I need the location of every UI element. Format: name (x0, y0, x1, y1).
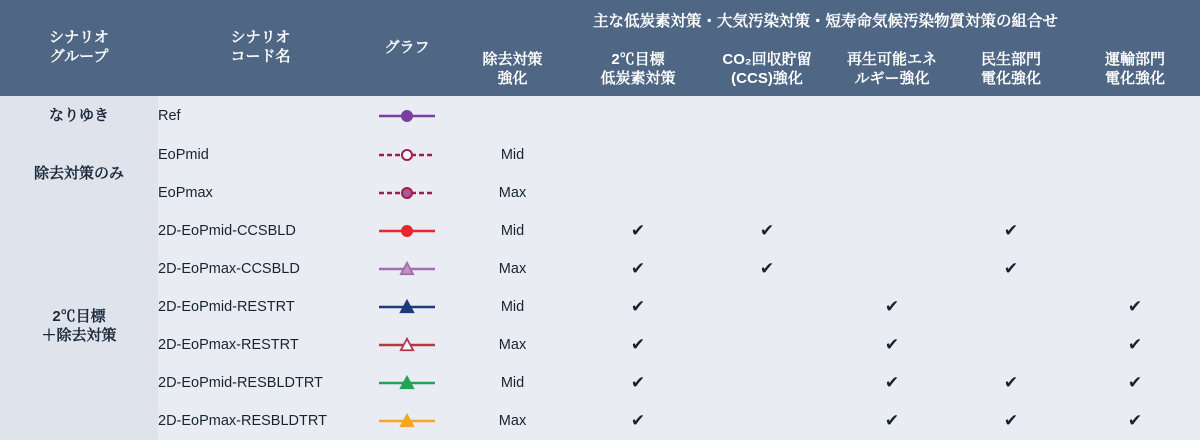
series-marker-icon (375, 297, 439, 317)
series-marker-icon (375, 183, 439, 203)
measure-check-cell (952, 174, 1070, 212)
measure-check-cell (952, 402, 1070, 440)
graph-legend-cell (363, 288, 451, 326)
table-row (0, 212, 1200, 250)
measure-check-cell (1070, 402, 1200, 440)
header-measure-renewable-line2: ルギー強化 (854, 70, 930, 87)
header-measure-lowcarbon (574, 44, 702, 96)
scenario-group-label-line: 2℃目標 (52, 307, 106, 325)
header-measure-renewable (832, 44, 952, 96)
header-measure-building-line2: 電化強化 (980, 70, 1041, 87)
scenario-group-label: 除去対策のみ (33, 165, 124, 183)
header-measure-ccs-line2: (CCS)強化 (731, 70, 803, 87)
removal-strength-label: Max (498, 337, 527, 353)
scenario-code-cell (158, 288, 363, 326)
measure-check-cell (832, 326, 952, 364)
header-measure-transport (1070, 44, 1200, 96)
measure-check-cell (1070, 174, 1200, 212)
measure-check-cell (832, 364, 952, 402)
graph-legend-cell (363, 326, 451, 364)
scenario-code-cell (158, 136, 363, 174)
measure-check-cell (574, 212, 702, 250)
header-measure-removal (451, 44, 574, 96)
graph-legend-cell (363, 136, 451, 174)
scenario-code-cell (158, 212, 363, 250)
header-measures-span: 主な低炭素対策・大気汚染対策・短寿命気候汚染物質対策の組合せ (451, 0, 1200, 44)
removal-strength-cell (451, 288, 574, 326)
header-scenario-group (0, 0, 158, 96)
measure-check-cell (1070, 326, 1200, 364)
measure-check-cell (1070, 250, 1200, 288)
scenario-group-cell (0, 96, 158, 136)
header-measure-removal-line1: 除去対策 (482, 51, 543, 69)
scenario-code-label: 2D-EoPmax-CCSBLD (158, 261, 300, 277)
scenario-group-label-line: ＋除去対策 (41, 327, 117, 344)
measure-check-cell (702, 96, 832, 136)
removal-strength-cell (451, 212, 574, 250)
header-row-top (0, 0, 1200, 44)
measure-check-cell (952, 364, 1070, 402)
graph-legend-cell (363, 402, 451, 440)
table-row (0, 402, 1200, 440)
measure-check-cell (702, 288, 832, 326)
measure-check-cell (574, 250, 702, 288)
check-icon: ✔ (1127, 334, 1143, 355)
removal-strength-label: Max (498, 413, 527, 429)
series-marker-icon (375, 221, 439, 241)
removal-strength-label: Max (498, 185, 527, 201)
header-measure-transport-line1: 運輸部門 (1105, 51, 1166, 69)
check-icon: ✔ (759, 220, 775, 241)
measure-check-cell (574, 96, 702, 136)
graph-legend-cell (363, 96, 451, 136)
check-icon: ✔ (1127, 296, 1143, 317)
measure-check-cell (574, 364, 702, 402)
header-graph: グラフ (363, 0, 451, 96)
scenario-group-label: なりゆき (48, 107, 109, 125)
check-icon: ✔ (1003, 258, 1019, 279)
header-measure-building (952, 44, 1070, 96)
removal-strength-cell (451, 364, 574, 402)
removal-strength-label: Mid (500, 147, 525, 163)
removal-strength-label: Mid (500, 375, 525, 391)
header-scenario-group-line1: シナリオ (49, 29, 109, 47)
measure-check-cell (702, 402, 832, 440)
measure-check-cell (1070, 288, 1200, 326)
measure-check-cell (952, 136, 1070, 174)
scenario-code-label: 2D-EoPmid-RESBLDTRT (158, 375, 323, 391)
check-icon: ✔ (630, 258, 646, 279)
graph-legend-cell (363, 212, 451, 250)
check-icon: ✔ (630, 334, 646, 355)
check-icon: ✔ (1127, 410, 1143, 431)
header-measure-removal-line2: 強化 (497, 70, 528, 87)
measure-check-cell (574, 136, 702, 174)
table-row (0, 96, 1200, 136)
scenario-code-label: EoPmax (158, 185, 213, 201)
measure-check-cell (832, 402, 952, 440)
check-icon: ✔ (630, 410, 646, 431)
table-row (0, 364, 1200, 402)
scenario-group-cell (0, 136, 158, 212)
measure-check-cell (702, 136, 832, 174)
removal-strength-cell (451, 174, 574, 212)
removal-strength-cell (451, 326, 574, 364)
graph-legend-cell (363, 250, 451, 288)
header-measure-building-line1: 民生部門 (980, 51, 1041, 69)
removal-strength-label: Mid (500, 299, 525, 315)
scenario-code-label: EoPmid (158, 147, 209, 163)
measure-check-cell (702, 212, 832, 250)
header-scenario-code-line1: シナリオ (230, 29, 291, 47)
measure-check-cell (1070, 212, 1200, 250)
scenario-code-cell (158, 402, 363, 440)
measure-check-cell (832, 96, 952, 136)
header-scenario-group-line2: グループ (49, 48, 109, 65)
scenario-code-cell (158, 174, 363, 212)
measure-check-cell (952, 288, 1070, 326)
check-icon: ✔ (1127, 372, 1143, 393)
measure-check-cell (832, 174, 952, 212)
header-measure-lowcarbon-line1: 2℃目標 (611, 51, 665, 69)
scenario-code-label: 2D-EoPmid-RESTRT (158, 299, 295, 315)
check-icon: ✔ (1003, 372, 1019, 393)
table-row (0, 326, 1200, 364)
header-measure-renewable-line1: 再生可能エネ (846, 51, 937, 69)
check-icon: ✔ (630, 296, 646, 317)
measure-check-cell (832, 136, 952, 174)
removal-strength-cell (451, 250, 574, 288)
scenario-code-cell (158, 326, 363, 364)
measure-check-cell (1070, 136, 1200, 174)
removal-strength-cell (451, 402, 574, 440)
scenario-code-label: 2D-EoPmax-RESBLDTRT (158, 413, 327, 429)
header-measure-lowcarbon-line2: 低炭素対策 (600, 70, 676, 87)
measure-check-cell (574, 326, 702, 364)
check-icon: ✔ (884, 410, 900, 431)
series-marker-icon (375, 145, 439, 165)
scenario-code-label: Ref (158, 108, 181, 124)
series-marker-icon (375, 411, 439, 431)
graph-legend-cell (363, 174, 451, 212)
graph-legend-cell (363, 364, 451, 402)
removal-strength-label: Max (498, 261, 527, 277)
table-body (0, 96, 1200, 440)
measure-check-cell (702, 174, 832, 212)
series-marker-icon (375, 335, 439, 355)
table-row (0, 136, 1200, 174)
removal-strength-label: Mid (500, 223, 525, 239)
table-row (0, 250, 1200, 288)
removal-strength-cell (451, 96, 574, 136)
measure-check-cell (952, 250, 1070, 288)
measure-check-cell (574, 288, 702, 326)
scenario-code-label: 2D-EoPmid-CCSBLD (158, 223, 296, 239)
removal-strength-cell (451, 136, 574, 174)
measure-check-cell (952, 212, 1070, 250)
header-measure-transport-line2: 電化強化 (1105, 70, 1166, 87)
check-icon: ✔ (759, 258, 775, 279)
scenario-code-cell (158, 250, 363, 288)
table-row (0, 174, 1200, 212)
scenario-code-cell (158, 364, 363, 402)
measure-check-cell (832, 250, 952, 288)
scenario-code-label: 2D-EoPmax-RESTRT (158, 337, 299, 353)
check-icon: ✔ (1003, 220, 1019, 241)
measure-check-cell (574, 174, 702, 212)
measure-check-cell (952, 326, 1070, 364)
measure-check-cell (574, 402, 702, 440)
series-marker-icon (375, 373, 439, 393)
check-icon: ✔ (884, 372, 900, 393)
measure-check-cell (702, 326, 832, 364)
measure-check-cell (1070, 96, 1200, 136)
check-icon: ✔ (630, 372, 646, 393)
check-icon: ✔ (884, 296, 900, 317)
check-icon: ✔ (1003, 410, 1019, 431)
series-marker-icon (375, 106, 439, 126)
header-scenario-code-line2: コード名 (230, 48, 291, 65)
measure-check-cell (952, 96, 1070, 136)
check-icon: ✔ (630, 220, 646, 241)
measure-check-cell (1070, 364, 1200, 402)
table-row (0, 288, 1200, 326)
scenario-code-cell (158, 96, 363, 136)
table-header (0, 0, 1200, 96)
header-measure-ccs-line1: CO₂回収貯留 (722, 51, 812, 69)
header-measure-ccs (702, 44, 832, 96)
scenario-group-cell (0, 212, 158, 440)
header-scenario-code (158, 0, 363, 96)
measure-check-cell (832, 288, 952, 326)
check-icon: ✔ (884, 334, 900, 355)
measure-check-cell (702, 250, 832, 288)
measure-check-cell (702, 364, 832, 402)
series-marker-icon (375, 259, 439, 279)
measure-check-cell (832, 212, 952, 250)
